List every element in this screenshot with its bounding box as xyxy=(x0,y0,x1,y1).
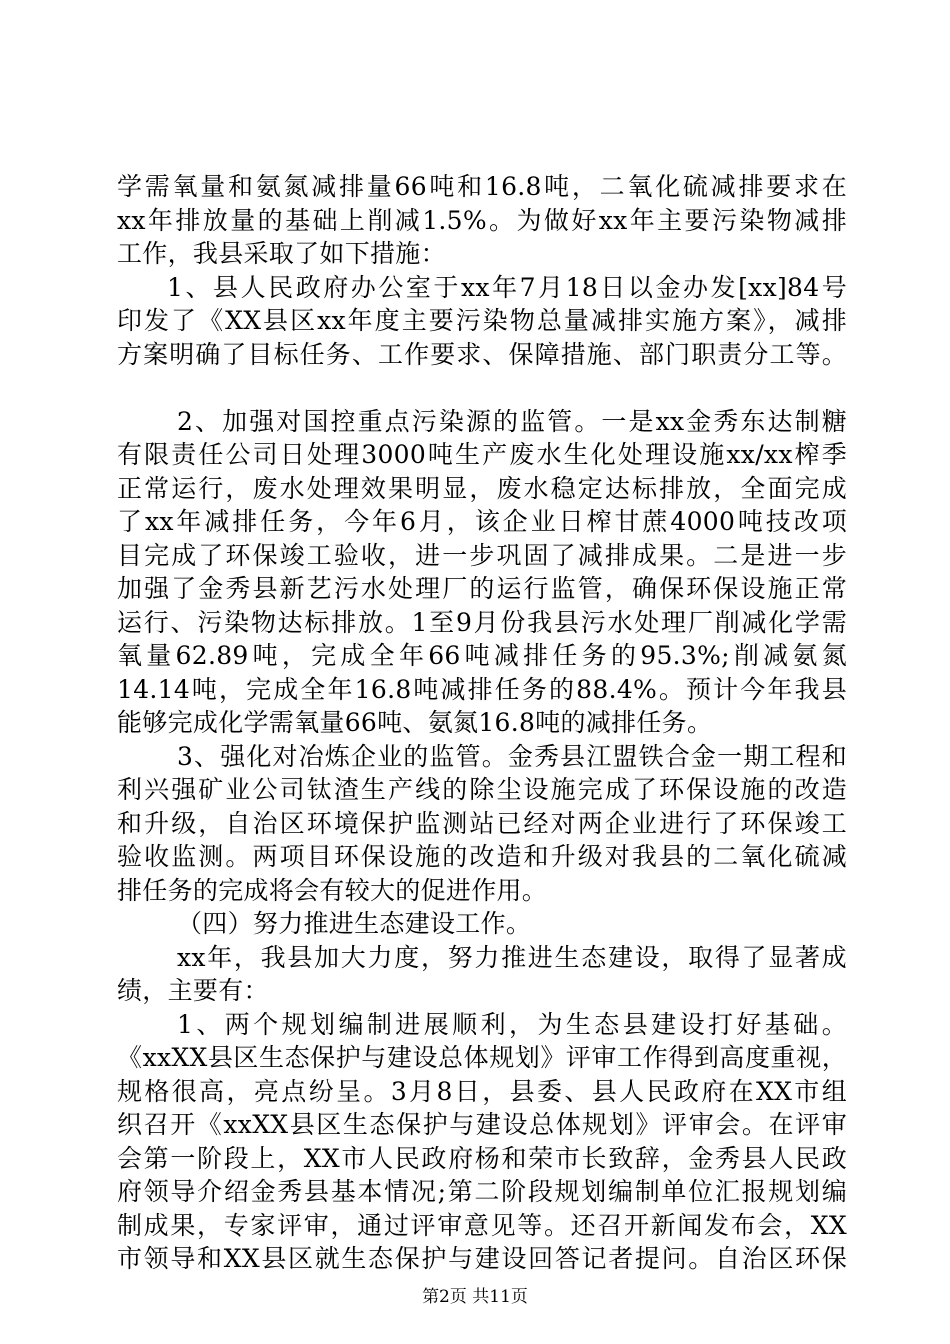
text-line: 能够完成化学需氧量66吨、氨氮16.8吨的减排任务。 xyxy=(117,708,713,737)
text-line: 目完成了环保竣工验收，进一步巩固了减排成果。二是进一步 xyxy=(117,540,847,570)
text-line: 绩，主要有： xyxy=(117,976,269,1005)
text-line: 氧量62.89吨，完成全年66吨减排任务的95.3%;削减氨氮 xyxy=(117,641,847,670)
text-line: 1、县人民政府办公室于xx年7月18日以金办发[xx]84号 xyxy=(167,272,847,302)
text-line: 和升级，自治区环境保护监测站已经对两企业进行了环保竣工 xyxy=(117,808,847,838)
blank-line xyxy=(117,371,847,405)
text-line: 加强了金秀县新艺污水处理厂的运行监管，确保环保设施正常 xyxy=(117,574,847,603)
text-line: 验收监测。两项目环保设施的改造和升级对我县的二氧化硫减 xyxy=(117,842,847,871)
text-line: 3、强化对冶炼企业的监管。金秀县江盟铁合金一期工程和 xyxy=(177,741,847,771)
text-line: 规格很高，亮点纷呈。3月8日，县委、县人民政府在XX市组 xyxy=(117,1076,847,1106)
text-line: 制成果，专家评审，通过评审意见等。还召开新闻发布会，XX xyxy=(117,1210,847,1240)
text-line: xx年，我县加大力度，努力推进生态建设，取得了显著成 xyxy=(177,942,847,972)
text-line: 方案明确了目标任务、工作要求、保障措施、部门职责分工等。 xyxy=(117,339,847,369)
text-line: 正常运行，废水处理效果明显，废水稳定达标排放，全面完成 xyxy=(117,473,847,503)
section-heading: （四）努力推进生态建设工作。 xyxy=(177,909,532,938)
text-line: 1、两个规划编制进展顺利，为生态县建设打好基础。 xyxy=(177,1009,847,1039)
text-line: 工作，我县采取了如下措施： xyxy=(117,239,446,268)
text-line: 利兴强矿业公司钛渣生产线的除尘设施完成了环保设施的改造 xyxy=(117,775,847,804)
text-line: 排任务的完成将会有较大的促进作用。 xyxy=(117,875,548,905)
text-line: 会第一阶段上，XX市人民政府杨和荣市长致辞，金秀县人民政 xyxy=(117,1143,847,1173)
text-line: 织召开《xxXX县区生态保护与建设总体规划》评审会。在评审 xyxy=(117,1110,847,1139)
page-number-footer: 第2页 共11页 xyxy=(422,1287,528,1307)
text-line: 府领导介绍金秀县基本情况;第二阶段规划编制单位汇报规划编 xyxy=(117,1177,847,1206)
text-line: 印发了《XX县区xx年度主要污染物总量减排实施方案》，减排 xyxy=(117,306,847,335)
text-line: 14.14吨，完成全年16.8吨减排任务的88.4%。预计今年我县 xyxy=(117,674,847,704)
text-line: 有限责任公司日处理3000吨生产废水生化处理设施xx/xx榨季 xyxy=(117,440,847,469)
body-text xyxy=(117,170,847,1276)
text-line: 学需氧量和氨氮减排量66吨和16.8吨，二氧化硫减排要求在 xyxy=(117,172,847,201)
text-line: 运行、污染物达标排放。1至9月份我县污水处理厂削减化学需 xyxy=(117,607,847,637)
text-line: 市领导和XX县区就生态保护与建设回答记者提问。自治区环保 xyxy=(117,1244,847,1273)
text-line: 2、加强对国控重点污染源的监管。一是xx金秀东达制糖 xyxy=(177,406,847,436)
text-line: 《xxXX县区生态保护与建设总体规划》评审工作得到高度重视， xyxy=(117,1043,847,1072)
text-line: xx年排放量的基础上削减1.5%。为做好xx年主要污染物减排 xyxy=(117,205,847,235)
text-line: 了xx年减排任务，今年6月，该企业日榨甘蔗4000吨技改项 xyxy=(117,507,847,536)
